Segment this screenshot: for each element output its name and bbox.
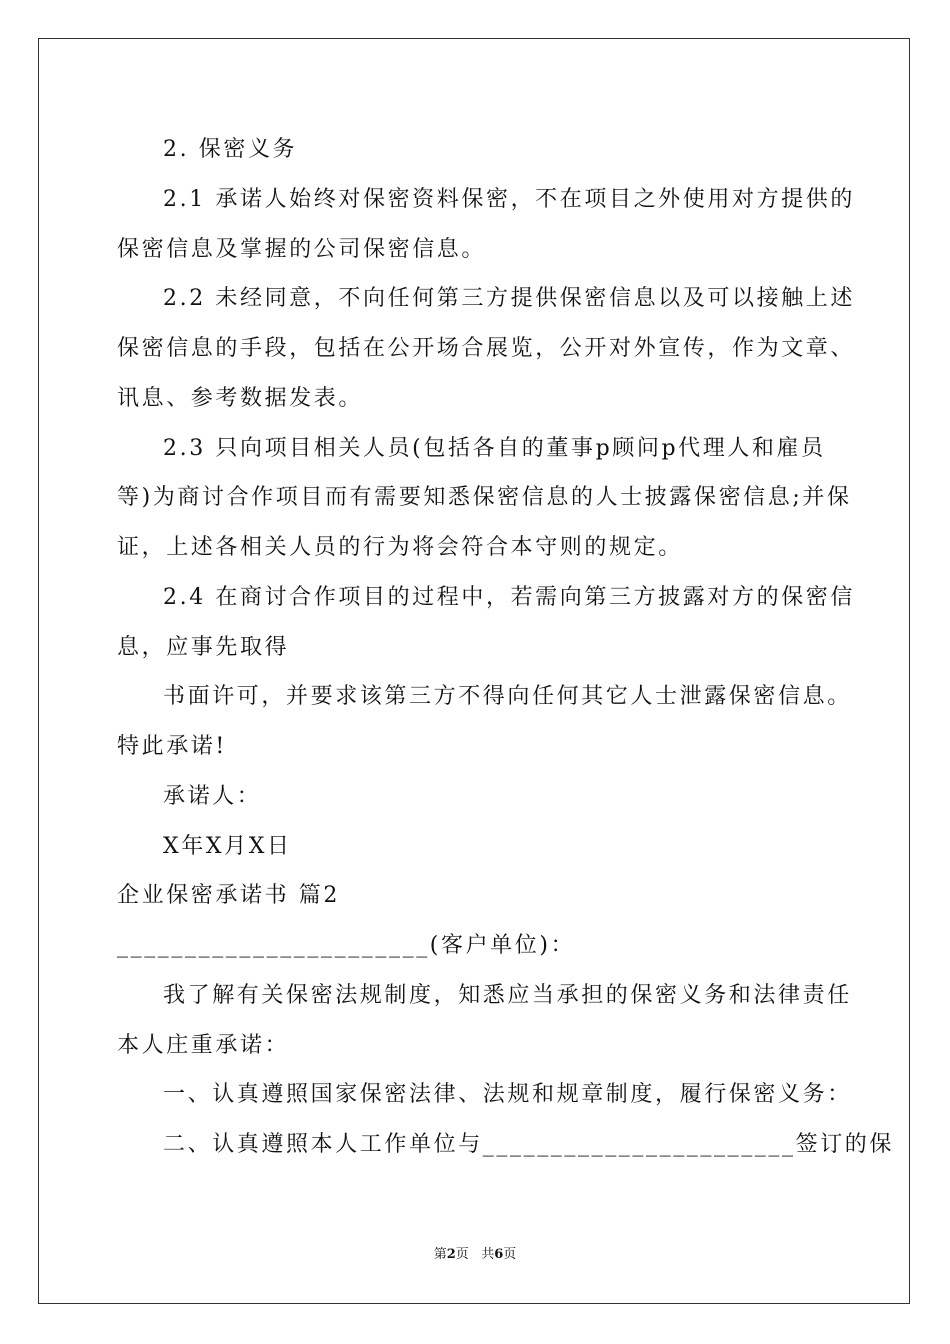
text-line: 一、认真遵照国家保密法律、法规和规章制度，履行保密义务：	[163, 1082, 852, 1108]
text-line: X年X月X日	[163, 833, 292, 859]
text-line: 证，上述各相关人员的行为将会符合本守则的规定。	[117, 535, 683, 560]
page-suffix: 页	[455, 1247, 469, 1262]
text-line: 等)为商讨合作项目而有需要知悉保密信息的人士披露保密信息;并保	[117, 485, 852, 511]
text-line: 保密信息及掌握的公司保密信息。	[117, 236, 487, 262]
page-footer	[0, 1243, 950, 1262]
text-line: 承诺人：	[163, 783, 262, 809]
text-line: 2.1 承诺人始终对保密资料保密，不在项目之外使用对方提供的	[163, 186, 855, 212]
text-line: 讯息、参考数据发表。	[117, 385, 364, 411]
total-prefix: 共	[481, 1247, 495, 1262]
text-line: 二、认真遵照本人工作单位与_______________________签订的保	[163, 1132, 895, 1157]
text-line: 本人庄重承诺：	[117, 1032, 290, 1058]
text-line: 2.3 只向项目相关人员(包括各自的董事p顾问p代理人和雇员	[163, 435, 826, 461]
text-line: _______________________(客户单位)：	[117, 933, 576, 958]
text-line: 书面许可，并要求该第三方不得向任何其它人士泄露保密信息。	[163, 684, 852, 710]
document-body	[117, 125, 895, 1170]
text-line: 2.4 在商讨合作项目的过程中，若需向第三方披露对方的保密信	[163, 584, 855, 610]
page-number: 2	[446, 1247, 456, 1262]
text-line: 息，应事先取得	[117, 634, 290, 660]
total-pages: 6	[494, 1247, 504, 1262]
page-prefix: 第	[433, 1247, 447, 1262]
text-line: 2. 保密义务	[163, 137, 298, 162]
text-line: 2.2 未经同意，不向任何第三方提供保密信息以及可以接触上述	[163, 286, 855, 312]
text-line: 保密信息的手段，包括在公开场合展览，公开对外宣传，作为文章、	[117, 336, 856, 361]
text-line: 企业保密承诺书 篇2	[117, 883, 340, 909]
text-line: 特此承诺!	[117, 734, 227, 759]
total-suffix: 页	[503, 1247, 517, 1262]
text-line: 我了解有关保密法规制度，知悉应当承担的保密义务和法律责任	[163, 982, 852, 1008]
